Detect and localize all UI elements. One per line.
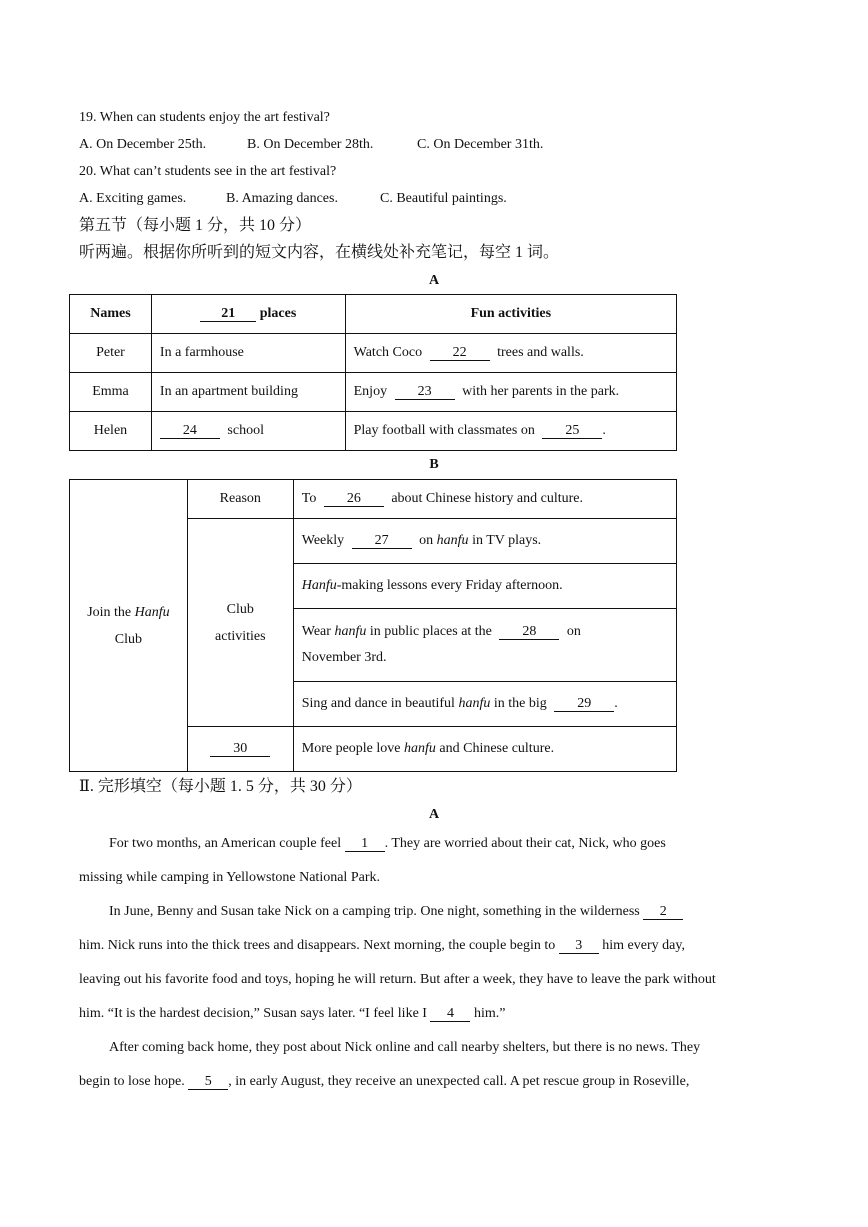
activity-text: Wear: [301, 624, 331, 639]
blank-28: 28: [499, 625, 559, 640]
passage-line: [79, 895, 779, 929]
option-a: A. On December 25th.: [79, 137, 207, 152]
passage-text: him every day,: [598, 938, 685, 953]
activity-text: Play football with classmates on: [353, 423, 535, 438]
activity-cell: [293, 564, 676, 609]
table-row: [70, 334, 677, 373]
club-name-cell: [70, 480, 188, 772]
club-name-text: Join the: [87, 604, 132, 620]
table-row: [70, 373, 677, 412]
question-20-options: [79, 190, 507, 208]
table-b: [69, 479, 677, 772]
blank-25: 25: [542, 424, 602, 439]
option-b: B. On December 28th.: [247, 137, 374, 152]
activity-cell: [345, 334, 676, 373]
blank-24: 24: [160, 424, 220, 439]
result-text: More people love: [301, 741, 401, 756]
table-b-letter: B: [429, 457, 439, 472]
reason-text: To: [301, 491, 317, 506]
reason-text: about Chinese history and culture.: [391, 491, 584, 506]
blank-23: 23: [395, 385, 455, 400]
blank-1: 1: [345, 837, 385, 852]
passage-line: [79, 1065, 779, 1099]
activities-label-text: Club: [226, 601, 254, 617]
activities-label: [187, 519, 293, 727]
activity-text: Watch Coco: [353, 345, 423, 360]
activity-text: Enjoy: [353, 384, 388, 399]
activity-italic: hanfu: [458, 696, 491, 711]
activity-cell: [345, 412, 676, 451]
table-row: [70, 412, 677, 451]
table-a: [69, 294, 677, 451]
activities-label-text: activities: [215, 628, 266, 644]
activity-cell: [293, 519, 676, 564]
passage: [79, 827, 779, 1099]
activity-italic: hanfu: [334, 624, 367, 639]
option-c: C. On December 31th.: [417, 137, 544, 152]
blank-30-cell: [187, 727, 293, 772]
question-19: 19. When can students enjoy the art festival?: [79, 110, 330, 125]
activity-text: in TV plays.: [472, 533, 542, 548]
passage-text: begin to lose hope.: [79, 1074, 189, 1089]
place-cell: [151, 412, 345, 451]
blank-5: 5: [188, 1075, 228, 1090]
club-name-italic: Hanfu: [134, 604, 170, 620]
header-places-text: places: [259, 306, 297, 321]
reason-label: Reason: [187, 480, 293, 519]
section-5-instruction: 听两遍。根据你所听到的短文内容，在横线处补充笔记，每空 1 词。: [79, 244, 560, 261]
activity-text: on: [566, 624, 581, 639]
passage-text: , in early August, they receive an unexpected call. A pet rescue group in Roseville,: [228, 1074, 690, 1089]
blank-29: 29: [554, 697, 614, 712]
activity-text: -making lessons every Friday afternoon.: [336, 578, 563, 593]
blank-22: 22: [430, 346, 490, 361]
activity-cell: [345, 373, 676, 412]
option-a: A. Exciting games.: [79, 191, 187, 206]
place-text: school: [227, 423, 264, 438]
blank-3: 3: [559, 939, 599, 954]
passage-text: In June, Benny and Susan take Nick on a camping trip. One night, something in the wilderness: [109, 904, 644, 919]
passage-line: leaving out his favorite food and toys, hoping he will return. But after a week, they have to leave the park without: [79, 972, 716, 987]
activity-text: in the big: [493, 696, 547, 711]
name-cell: Emma: [70, 373, 152, 412]
blank-21: 21: [200, 307, 256, 322]
result-text: and Chinese culture.: [439, 741, 555, 756]
passage-text: For two months, an American couple feel: [109, 836, 345, 851]
table-a-letter: A: [428, 273, 440, 288]
question-20: 20. What can’t students see in the art festival?: [79, 164, 337, 179]
passage-line: [79, 997, 779, 1031]
header-places: [151, 295, 345, 334]
table-row: [70, 480, 677, 519]
passage-line: [79, 827, 779, 861]
activity-text: Weekly: [301, 533, 345, 548]
place-cell: In an apartment building: [151, 373, 345, 412]
result-italic: hanfu: [404, 741, 436, 756]
activity-text: .: [602, 423, 606, 438]
passage-text: . They are worried about their cat, Nick, who goes: [384, 836, 666, 851]
option-c: C. Beautiful paintings.: [380, 191, 507, 206]
blank-27: 27: [352, 534, 412, 549]
activity-italic: Hanfu: [301, 578, 337, 593]
place-cell: In a farmhouse: [151, 334, 345, 373]
activity-text: Sing and dance in beautiful: [301, 696, 455, 711]
section-5-title: 第五节（每小题 1 分，共 10 分）: [79, 217, 312, 234]
table-a-header-row: [70, 295, 677, 334]
name-cell: Peter: [70, 334, 152, 373]
blank-30: 30: [210, 742, 270, 757]
activity-text: .: [614, 696, 618, 711]
reason-cell: [293, 480, 676, 519]
activity-italic: hanfu: [436, 533, 469, 548]
activity-text: in public places at the: [369, 624, 492, 639]
passage-line: After coming back home, they post about Nick online and call nearby shelters, but there is no news. They: [109, 1040, 701, 1055]
passage-text: him. “It is the hardest decision,” Susan says later. “I feel like I: [79, 1006, 431, 1021]
activity-text: November 3rd.: [301, 650, 387, 665]
passage-line: [79, 929, 779, 963]
section-2-letter: A: [428, 807, 440, 822]
name-cell: Helen: [70, 412, 152, 451]
passage-text: him. Nick runs into the thick trees and disappears. Next morning, the couple begin to: [79, 938, 559, 953]
header-names: Names: [70, 295, 152, 334]
blank-26: 26: [324, 492, 384, 507]
activity-text: trees and walls.: [497, 345, 584, 360]
header-fun-activities: Fun activities: [345, 295, 676, 334]
option-b: B. Amazing dances.: [226, 191, 338, 206]
blank-4: 4: [430, 1007, 470, 1022]
section-2-title: Ⅱ. 完形填空（每小题 1. 5 分，共 30 分）: [79, 778, 362, 795]
passage-text: him.”: [470, 1006, 506, 1021]
blank-2: 2: [643, 905, 683, 920]
passage-line: missing while camping in Yellowstone National Park.: [79, 870, 380, 885]
activity-text: with her parents in the park.: [462, 384, 620, 399]
activity-cell: [293, 682, 676, 727]
activity-cell: [293, 609, 676, 682]
activity-text: on: [419, 533, 434, 548]
club-name-text: Club: [114, 631, 143, 647]
result-cell: [293, 727, 676, 772]
question-19-options: [79, 136, 543, 154]
